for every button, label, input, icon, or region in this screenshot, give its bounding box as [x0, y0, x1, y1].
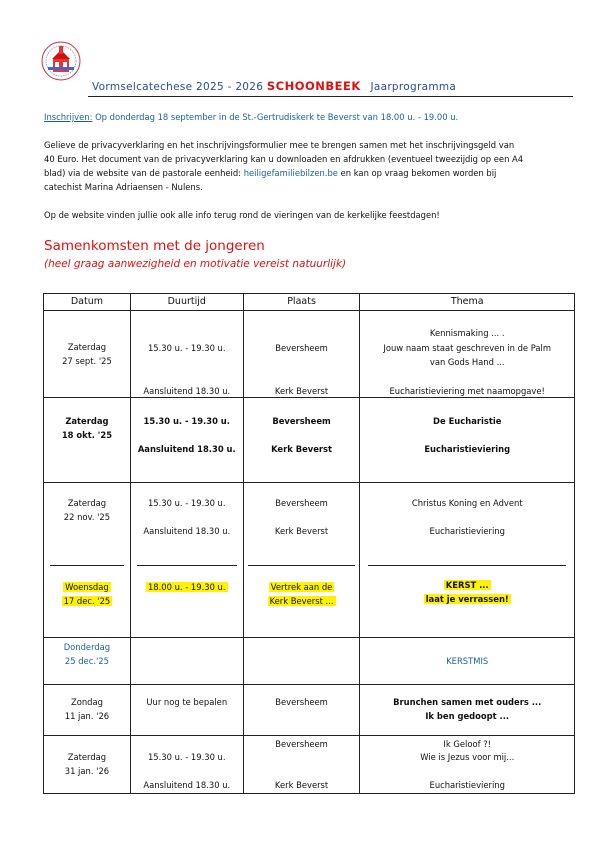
date-cell — [44, 638, 131, 685]
place-cell — [243, 736, 360, 794]
date-value: 27 sept. '25 — [62, 356, 112, 366]
intro-line-part: en kan op vraag bekomen worden bij — [340, 168, 497, 178]
place-name: Kerk Beverst — [271, 444, 333, 454]
register-label: Inschrijven: — [44, 112, 93, 122]
page-title — [92, 79, 456, 93]
website-link[interactable]: heiligefamiliebilzen.be — [243, 168, 338, 178]
table-row — [44, 685, 575, 736]
duration-time: Aansluitend 18.30 u. — [143, 386, 231, 396]
theme-text: KERST ... — [445, 580, 489, 590]
theme-text: Christus Koning en Advent — [411, 498, 523, 508]
date-value: 25 dec.'25 — [64, 656, 109, 666]
duration-cell — [130, 398, 243, 483]
place-cell — [243, 685, 360, 736]
place-name: Kerk Beverst — [274, 780, 329, 790]
theme-text: KERSTMIS — [446, 656, 489, 666]
schedule-table — [43, 293, 575, 794]
intro-line: 40 Euro. Het document van de privacyverklaring kan u downloaden en afdrukken (eventueel tweezijdig op een A4 — [44, 154, 524, 164]
theme-text: Ik Geloof ?! — [443, 739, 492, 749]
table-header-row — [44, 294, 575, 311]
duration-time: 18.00 u. - 19.30 u. — [147, 582, 226, 592]
divider — [248, 565, 356, 566]
theme-text: Eucharistieviering — [429, 526, 505, 536]
intro-paragraph — [44, 138, 570, 194]
intro-line: Gelieve de privacyverklaring en het inschrijvingsformulier mee te brengen samen met het inschrijvingsgeld van — [44, 140, 515, 150]
place-cell — [243, 398, 360, 483]
duration-cell — [130, 311, 243, 398]
date-value: 22 nov. '25 — [63, 512, 111, 522]
register-line — [44, 110, 570, 124]
intro-line — [44, 166, 570, 180]
section-subtitle: (heel graag aanwezigheid en motivatie vereist natuurlijk) — [44, 258, 347, 270]
header-plaats: Plaats — [243, 294, 360, 311]
date-value: 18 okt. '25 — [61, 430, 113, 440]
title-prefix: Vormselcatechese 2025 - 2026 — [92, 81, 264, 93]
table-row — [44, 736, 575, 794]
intro-line: catechist Marina Adriaensen - Nulens. — [44, 182, 203, 192]
register-text: Op donderdag 18 september in de St.-Gertrudiskerk te Beverst van 18.00 u. - 19.00 u. — [95, 112, 459, 122]
theme-text: Jouw naam staat geschreven in de Palm — [383, 343, 552, 353]
theme-cell — [360, 311, 575, 398]
duration-time: 15.30 u. - 19.30 u. — [147, 498, 226, 508]
duration-time: Aansluitend 18.30 u. — [137, 444, 236, 454]
table-row — [44, 398, 575, 483]
date-value: 31 jan. '26 — [64, 766, 110, 776]
divider — [368, 565, 566, 566]
theme-cell — [360, 638, 575, 685]
date-cell — [44, 736, 131, 794]
theme-text: laat je verrassen! — [425, 594, 509, 604]
date-day: Zaterdag — [67, 498, 107, 508]
header-thema: Thema — [360, 294, 575, 311]
duration-time: Uur nog te bepalen — [146, 697, 228, 707]
theme-cell — [360, 398, 575, 483]
place-name: Beversheem — [275, 343, 328, 353]
place-name: Vertrek aan de — [270, 582, 333, 592]
date-cell — [44, 685, 131, 736]
theme-text: Wie is Jezus voor mij... — [420, 752, 515, 762]
theme-cell — [360, 685, 575, 736]
theme-cell — [360, 483, 575, 638]
title-suffix: Jaarprogramma — [370, 81, 457, 93]
header-datum: Datum — [44, 294, 131, 311]
place-name: Beversheem — [275, 739, 328, 749]
theme-cell — [360, 736, 575, 794]
theme-text: Eucharistieviering — [429, 780, 505, 790]
theme-text: Kennismaking ... . — [429, 328, 505, 338]
place-cell — [243, 483, 360, 638]
table-row — [44, 483, 575, 638]
place-cell — [243, 638, 360, 685]
theme-text: Ik ben gedoopt ... — [425, 711, 510, 721]
title-highlight: SCHOONBEEK — [266, 79, 361, 93]
parish-logo — [40, 40, 82, 82]
header-rule — [88, 96, 573, 97]
duration-time: Aansluitend 18.30 u. — [143, 780, 231, 790]
place-name: Kerk Beverst — [274, 526, 329, 536]
theme-text: Brunchen samen met ouders ... — [393, 697, 542, 707]
theme-text: Eucharistieviering — [424, 444, 511, 454]
duration-cell — [130, 736, 243, 794]
duration-time: 15.30 u. - 19.30 u. — [143, 416, 230, 426]
place-name: Beversheem — [275, 697, 328, 707]
header-duurtijd: Duurtijd — [130, 294, 243, 311]
theme-text: Eucharistieviering met naamopgave! — [389, 386, 545, 396]
theme-text: De Eucharistie — [433, 416, 502, 426]
date-cell — [44, 398, 131, 483]
place-name: Beversheem — [275, 498, 328, 508]
place-name: Kerk Beverst ... — [269, 596, 334, 606]
place-cell — [243, 311, 360, 398]
duration-cell — [130, 638, 243, 685]
theme-text: van Gods Hand ... — [429, 357, 505, 367]
table-row — [44, 311, 575, 398]
duration-cell — [130, 483, 243, 638]
place-name: Kerk Beverst — [274, 386, 329, 396]
date-day: Zaterdag — [67, 342, 107, 352]
place-name: Beversheem — [272, 416, 331, 426]
date-day: Woensdag — [65, 582, 109, 592]
duration-time: 15.30 u. - 19.30 u. — [147, 752, 226, 762]
date-day: Zaterdag — [65, 416, 109, 426]
date-value: 17 dec. '25 — [63, 596, 111, 606]
duration-time: Aansluitend 18.30 u. — [143, 526, 231, 536]
duration-time: 15.30 u. - 19.30 u. — [147, 343, 226, 353]
section-title: Samenkomsten met de jongeren — [44, 238, 265, 254]
duration-cell — [130, 685, 243, 736]
date-value: 11 jan. '26 — [64, 711, 110, 721]
date-day: Zaterdag — [67, 752, 107, 762]
divider — [137, 565, 237, 566]
intro-line-part: blad) via de website van de pastorale eenheid: — [44, 168, 242, 178]
date-day: Donderdag — [63, 642, 111, 652]
date-cell — [44, 483, 131, 638]
date-cell — [44, 311, 131, 398]
table-row — [44, 638, 575, 685]
date-day: Zondag — [70, 697, 103, 707]
divider — [50, 565, 124, 566]
website-info: Op de website vinden jullie ook alle info terug rond de vieringen van de kerkelijke feestdagen! — [44, 210, 440, 220]
